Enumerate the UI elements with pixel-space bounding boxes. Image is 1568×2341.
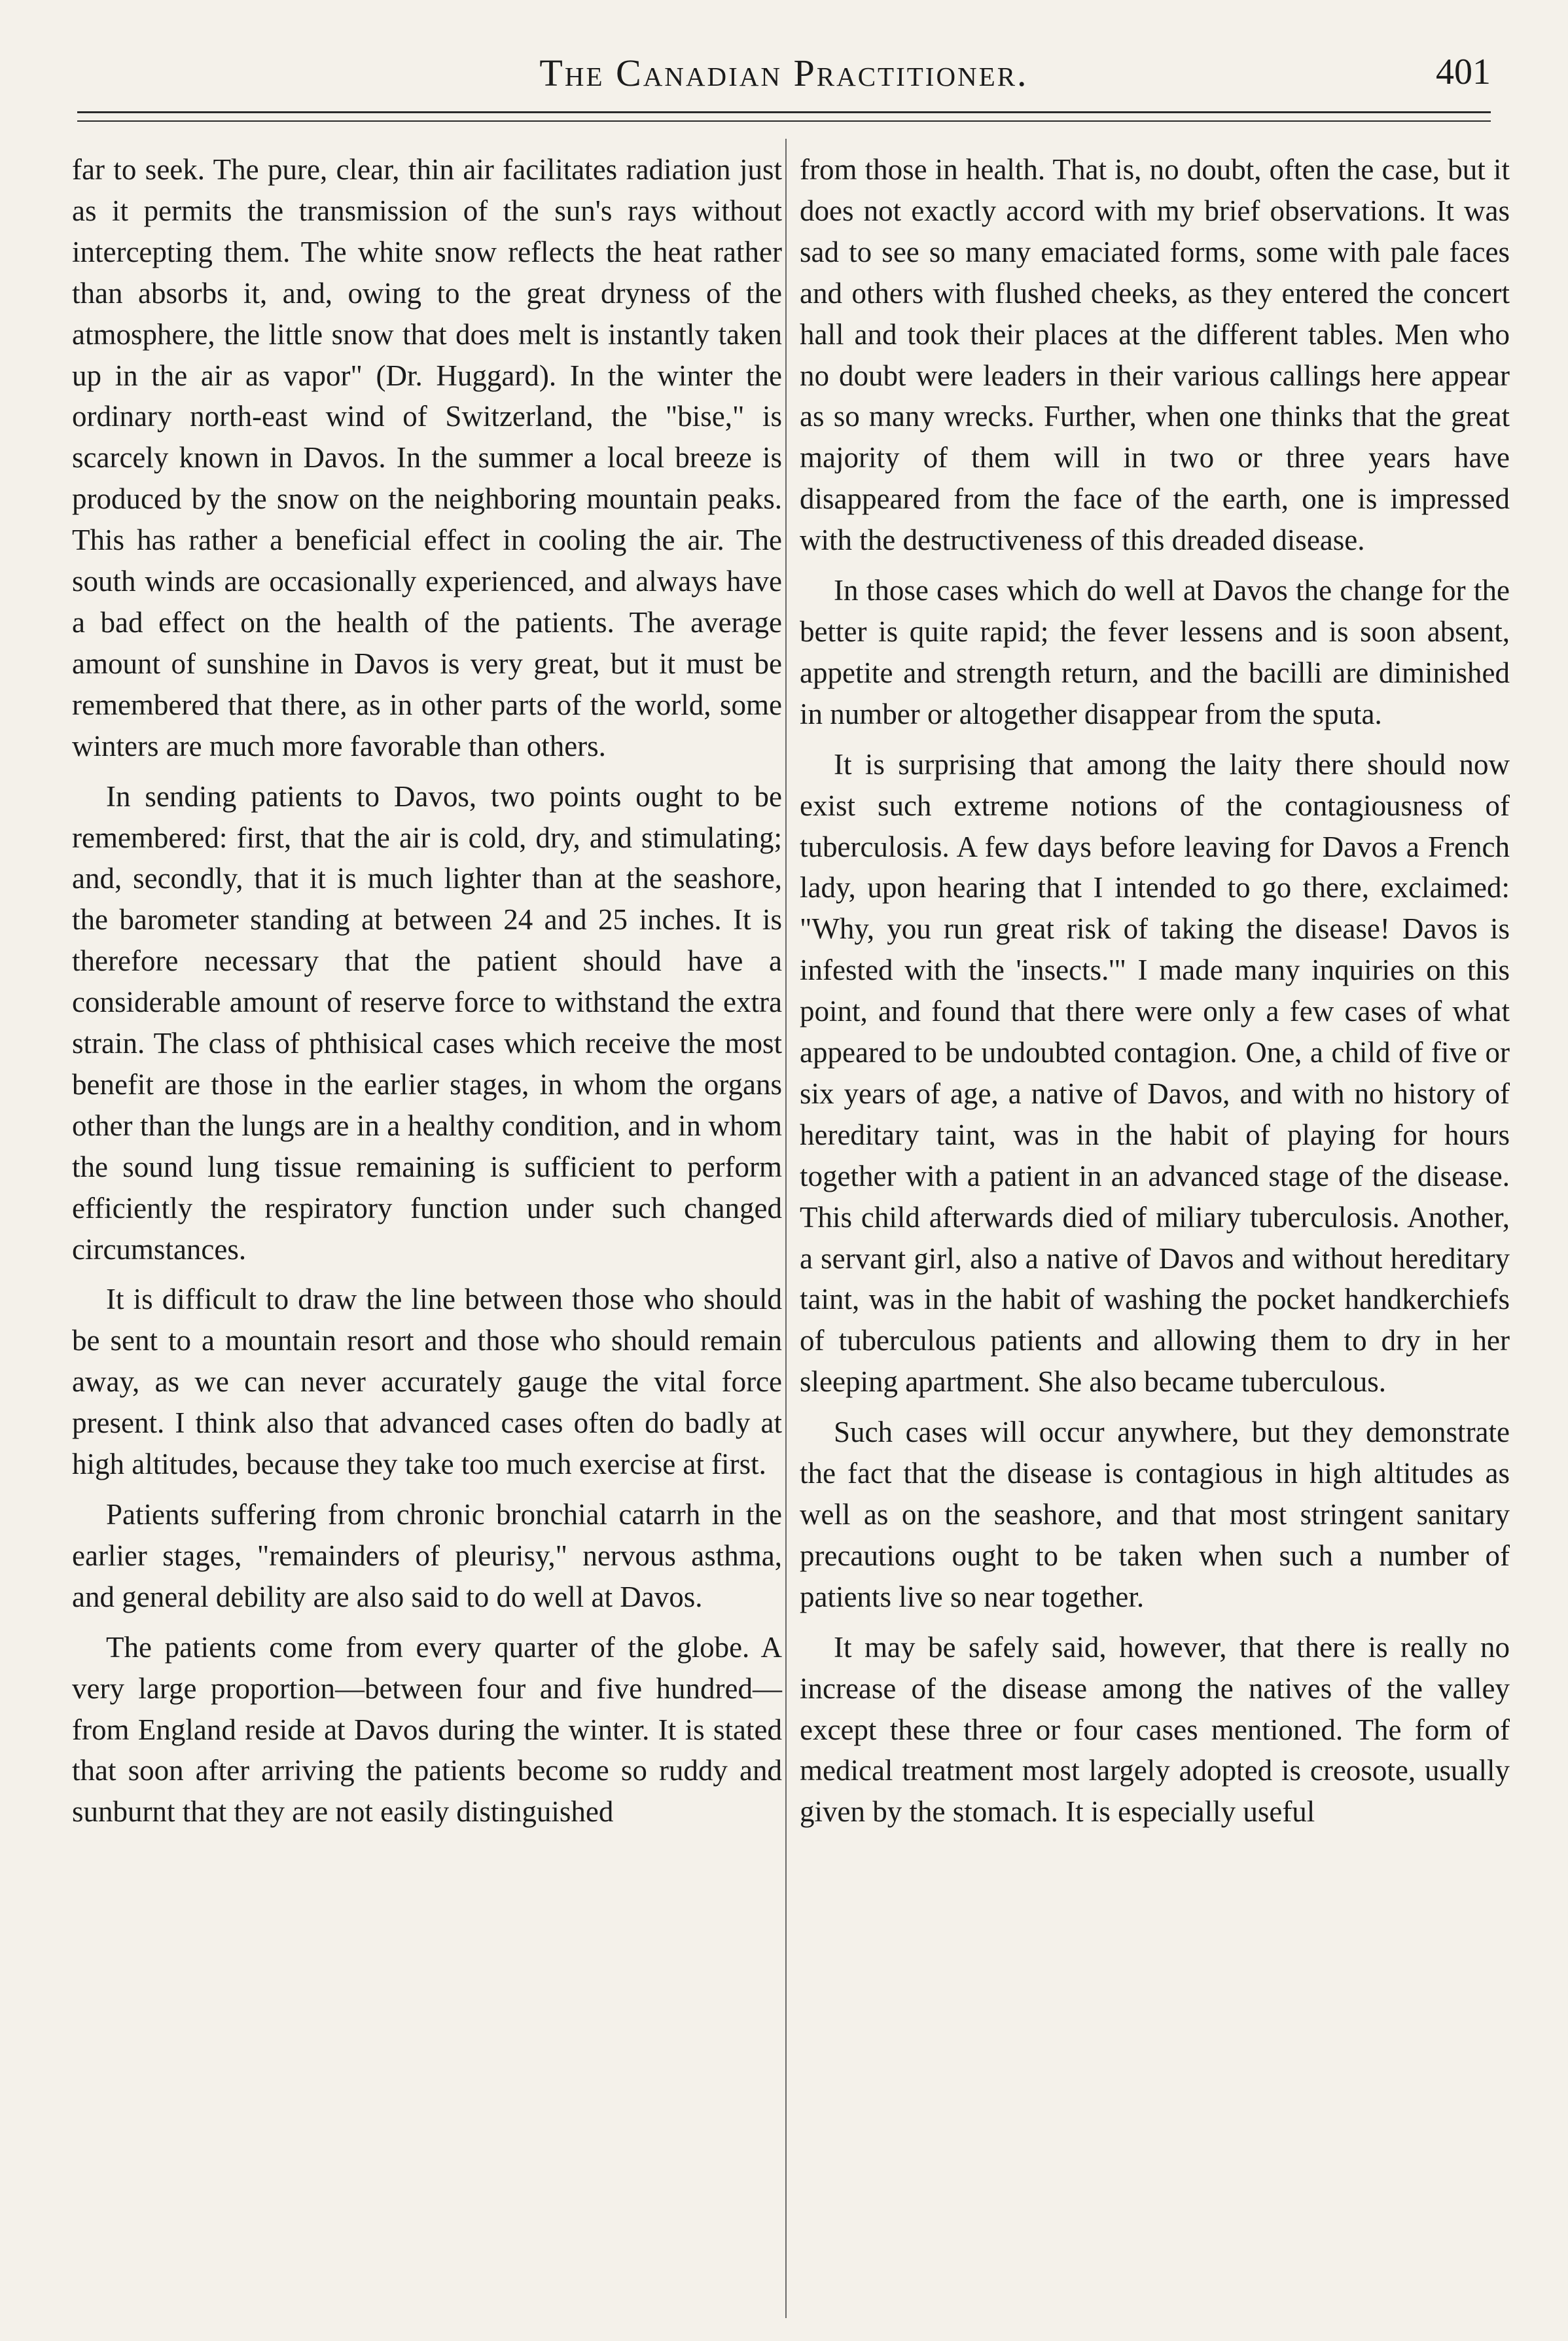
page-header <box>77 51 1491 103</box>
running-title: The Canadian Practitioner. <box>539 52 1029 94</box>
page-number: 401 <box>1436 52 1491 92</box>
paragraph: It may be safely said, however, that there is really no increase of the disease among the natives of the valley except these three or four cases mentioned. The form of medical treatment most largely adopted is creosote, usually given by the stomach. It is especially useful <box>800 1630 1510 1829</box>
column-divider <box>785 139 787 2318</box>
paragraph: Patients suffering from chronic bronchial catarrh in the earlier stages, "remainders of pleurisy," nervous asthma, and general debility are also said to do well at Davos. <box>72 1498 782 1613</box>
paragraph: In those cases which do well at Davos the change for the better is quite rapid; the fever lessens and is soon absent, appetite and strength return, and the bacilli are diminished in number or altogether disappear from the sputa. <box>800 574 1510 730</box>
right-column <box>800 149 1510 1842</box>
paragraph: from those in health. That is, no doubt, often the case, but it does not exactly accord with my brief observations. It was sad to see so many emaciated forms, some with pale faces and others with flushed cheeks, as they entered the concert hall and took their places at the different tables. Men who no doubt were leaders in their various callings here appear as so many wrecks. Further, when one thinks that the great majority of them will in two or three years have disappeared from the face of the earth, one is impressed with the destructiveness of this dreaded disease. <box>800 153 1510 557</box>
paragraph: It is surprising that among the laity there should now exist such extreme notions of the contagiousness of tuberculosis. A few days before leaving for Davos a French lady, upon hearing that I intended to go there, exclaimed: "Why, you run great risk of taking the disease! Davos is infested with the 'insects.'" I made many inquiries on this point, and found that there were only a few cases of what appeared to be undoubted contagion. One, a child of five or six years of age, a native of Davos, and with no history of hereditary taint, was in the habit of playing for hours together with a patient in an advanced stage of the disease. This child afterwards died of miliary tuberculosis. Another, a servant girl, also a native of Davos and without hereditary taint, was in the habit of washing the pocket handkerchiefs of tuberculous patients and allowing them to dry in her sleeping apartment. She also became tuberculous. <box>800 747 1510 1399</box>
paragraph: The patients come from every quarter of the globe. A very large proportion—between four and five hundred—from England reside at Davos during the winter. It is stated that soon after arriving the patients become so ruddy and sunburnt that they are not easily distinguished <box>72 1630 782 1829</box>
header-rule-double <box>77 120 1491 122</box>
paragraph: It is difficult to draw the line between those who should be sent to a mountain resort and those who should remain away, as we can never accurately gauge the vital force present. I think also that advanced cases often do badly at high altitudes, because they take too much exercise at first. <box>72 1283 782 1481</box>
left-column <box>72 149 782 1842</box>
header-rule <box>77 111 1491 113</box>
paragraph: far to seek. The pure, clear, thin air facilitates radiation just as it permits the transmission of the sun's rays without intercepting them. The white snow reflects the heat rather than absorbs it, and, owing to the great dryness of the atmosphere, the little snow that does melt is instantly taken up in the air as vapor" (Dr. Huggard). In the winter the ordinary north-east wind of Switzerland, the "bise," is scarcely known in Davos. In the summer a local breeze is produced by the snow on the neighboring mountain peaks. This has rather a beneficial effect in cooling the air. The south winds are occasionally experienced, and always have a bad effect on the health of the patients. The average amount of sunshine in Davos is very great, but it must be remembered that there, as in other parts of the world, some winters are much more favorable than others. <box>72 153 782 762</box>
paragraph: Such cases will occur anywhere, but they demonstrate the fact that the disease is contagious in high altitudes as well as on the seashore, and that most stringent sanitary precautions ought to be taken when such a number of patients live so near together. <box>800 1416 1510 1613</box>
paragraph: In sending patients to Davos, two points ought to be remembered: first, that the air is cold, dry, and stimulating; and, secondly, that it is much lighter than at the seashore, the barometer standing at between 24 and 25 inches. It is therefore necessary that the patient should have a considerable amount of reserve force to withstand the extra strain. The class of phthisical cases which receive the most benefit are those in the earlier stages, in whom the organs other than the lungs are in a healthy condition, and in whom the sound lung tissue remaining is sufficient to perform efficiently the respiratory function under such changed circumstances. <box>72 779 782 1266</box>
